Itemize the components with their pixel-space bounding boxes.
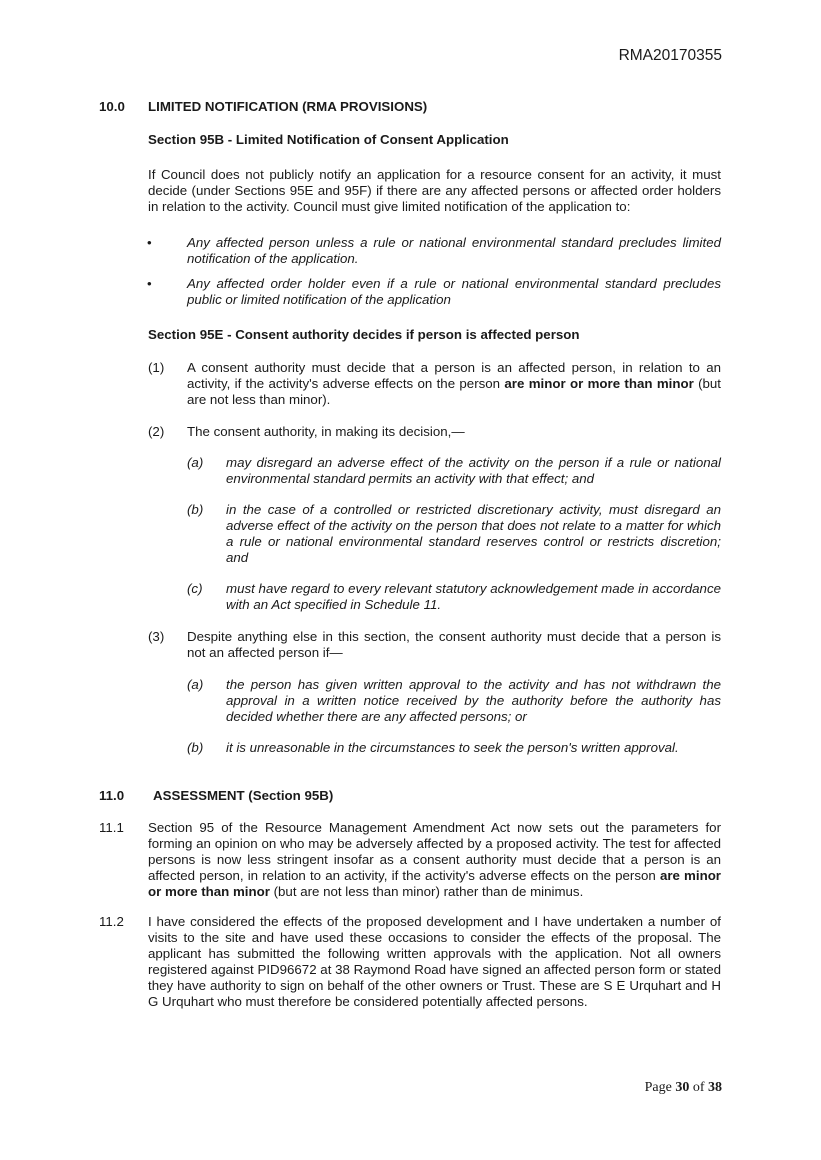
section-10-title: LIMITED NOTIFICATION (RMA PROVISIONS) [148,99,428,114]
clause-3a-text: the person has given written approval to the activity and has not withdrawn the approval in a written notice received by the authority before the authority has decided whether there are any affected persons; or [226,677,721,724]
para-11-1-text: Section 95 of the Resource Management Amendment Act now sets out the parameters for forming an opinion on who may be adversely affected by a proposed activity. The test for affected persons is now less stringent insofar as a consent authority must decide that a person is an affected person, in relation to an activity, if the activity's adverse effects on the person are minor or more than minor (but are not less than minor) rather than de minimus. [148,820,721,899]
intro-paragraph: If Council does not publicly notify an application for a resource consent for an activity, it must decide (under Sections 95E and 95F) if there are any affected persons or affected order holders in relation to the activity. Council must give limited notification of the application to: [148,167,721,214]
clause-3-text: Despite anything else in this section, the consent authority must decide that a person is not an affected person if— [187,629,721,660]
clause-2b-label: (b) [187,502,204,517]
section-10-number: 10.0 [99,99,125,114]
para-11-1-number: 11.1 [99,820,124,835]
clause-2c-text: must have regard to every relevant statutory acknowledgement made in accordance with an Act specified in Schedule 11. [226,581,721,612]
clause-2c-label: (c) [187,581,203,596]
bullet-marker: • [147,235,152,250]
bullet-item-1: Any affected person unless a rule or national environmental standard precludes limited notification of the application. [187,235,721,266]
clause-1-text: A consent authority must decide that a person is an affected person, in relation to an activity, if the activity's adverse effects on the person are minor or more than minor (but are not less than minor). [187,360,722,407]
bullet-item-2: Any affected order holder even if a rule or national environmental standard precludes public or limited notification of the application [187,276,721,307]
clause-3a-label: (a) [187,677,204,692]
clause-3b-text: it is unreasonable in the circumstances to seek the person's written approval. [226,740,679,755]
clause-2-number: (2) [148,424,165,439]
para-11-2-number: 11.2 [99,914,124,929]
section-95e-heading: Section 95E - Consent authority decides if person is affected person [148,327,580,342]
clause-2-text: The consent authority, in making its decision,— [187,424,465,439]
section-11-number: 11.0 [99,788,125,803]
clause-3b-label: (b) [187,740,204,755]
para-11-2-text: I have considered the effects of the proposed development and I have undertaken a number of visits to the site and have used these occasions to consider the effects of the proposal. The applicant has submitted the following written approvals with the application. Not all owners registered against PID96672 at 38 Raymond Road have signed an affected person form or stated they have authority to sign on behalf of the other owners or Trust. These are S E Urquhart and H G Urquhart who must therefore be considered potentially affected persons. [148,914,721,1009]
section-95b-heading: Section 95B - Limited Notification of Consent Application [148,132,509,147]
clause-1-number: (1) [148,360,165,375]
clause-2b-text: in the case of a controlled or restricted discretionary activity, must disregard an adverse effect of the activity on the person that does not relate to a matter for which a rule or national environmental standard reserves control or restricts discretion; and [226,502,721,565]
clause-2a-label: (a) [187,455,204,470]
bullet-marker: • [147,276,152,291]
clause-3-number: (3) [148,629,165,644]
document-reference: RMA20170355 [618,47,722,64]
page-number: Page 30 of 38 [644,1080,722,1095]
section-11-title: ASSESSMENT (Section 95B) [153,788,334,803]
clause-2a-text: may disregard an adverse effect of the activity on the person if a rule or national environmental standard permits an activity with that effect; and [226,455,721,486]
